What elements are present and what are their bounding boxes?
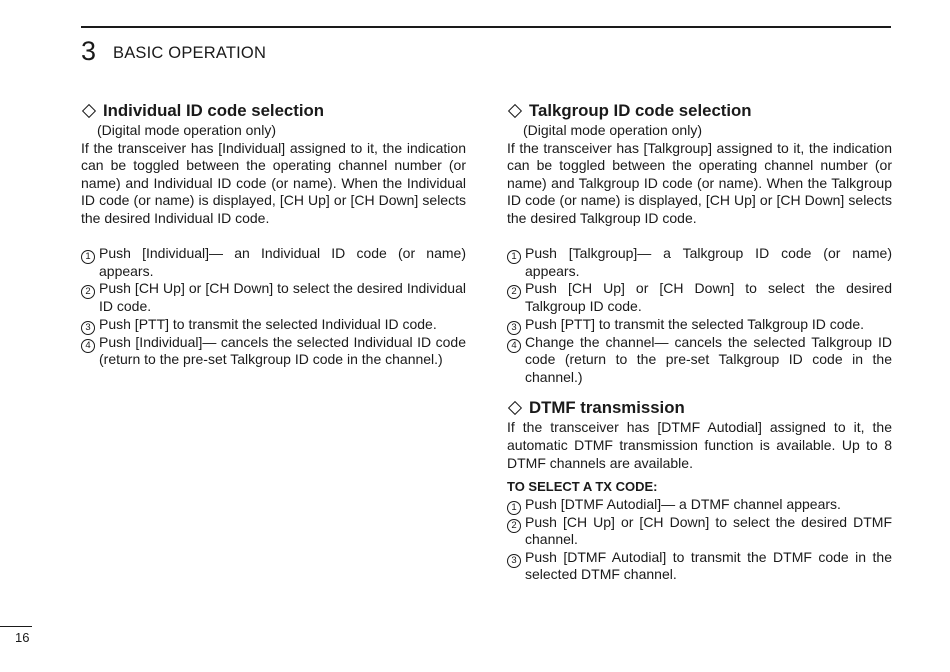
list-item bbox=[507, 496, 892, 514]
list-item bbox=[507, 316, 892, 334]
left-column bbox=[81, 100, 466, 369]
step-number: 4 bbox=[81, 339, 95, 353]
list-item bbox=[81, 280, 466, 315]
step-text: Push [Talkgroup]— a Talkgroup ID code (or name) appears. bbox=[525, 245, 892, 279]
step-number: 1 bbox=[507, 501, 521, 515]
step-number: 2 bbox=[507, 285, 521, 299]
diamond-icon bbox=[508, 401, 522, 415]
step-text: Push [Individual]— an Individual ID code (or name) appears. bbox=[99, 245, 466, 279]
list-item bbox=[507, 549, 892, 584]
list-item bbox=[507, 280, 892, 315]
diamond-icon bbox=[82, 104, 96, 118]
dtmf-title: DTMF transmission bbox=[529, 398, 685, 418]
step-number: 3 bbox=[507, 554, 521, 568]
page-number: 16 bbox=[15, 630, 30, 645]
talkgroup-id-heading bbox=[507, 100, 892, 122]
step-number: 3 bbox=[507, 321, 521, 335]
chapter-number: 3 bbox=[81, 36, 97, 66]
talkgroup-id-title: Talkgroup ID code selection bbox=[529, 101, 752, 120]
step-text: Push [Individual]— cancels the selected Individual ID code (return to the pre-set Talkgroup ID code in the channel.) bbox=[99, 333, 466, 368]
list-item bbox=[81, 245, 466, 280]
step-text: Push [PTT] to transmit the selected Talkgroup ID code. bbox=[525, 315, 865, 332]
footer-rule bbox=[0, 626, 32, 627]
dtmf-paragraph: If the transceiver has [DTMF Autodial] assigned to it, the automatic DTMF transmission function is available. Up to 8 DTMF channels are available. bbox=[507, 419, 892, 471]
step-text: Push [PTT] to transmit the selected Individual ID code. bbox=[99, 315, 437, 332]
step-number: 1 bbox=[507, 250, 521, 264]
header-rule bbox=[81, 26, 891, 28]
step-text: Push [DTMF Autodial]— a DTMF channel appears. bbox=[525, 495, 841, 512]
individual-id-title: Individual ID code selection bbox=[103, 101, 324, 120]
individual-id-heading bbox=[81, 100, 466, 122]
list-item bbox=[507, 245, 892, 280]
step-number: 1 bbox=[81, 250, 95, 264]
list-item bbox=[81, 334, 466, 369]
diamond-icon bbox=[508, 104, 522, 118]
talkgroup-id-note: (Digital mode operation only) bbox=[523, 122, 702, 138]
step-number: 4 bbox=[507, 339, 521, 353]
individual-id-steps bbox=[81, 245, 466, 369]
talkgroup-id-paragraph: If the transceiver has [Talkgroup] assigned to it, the indication can be toggled between the operating channel number (or name) and Talkgroup ID code (or name). When the Talkgroup ID code (or name) is displayed, [CH Up] or [CH Down] selects the desired Talkgroup ID code. bbox=[507, 139, 892, 226]
dtmf-heading bbox=[507, 397, 892, 419]
list-item bbox=[507, 514, 892, 549]
dtmf-steps bbox=[507, 496, 892, 584]
step-text: Push [CH Up] or [CH Down] to select the desired DTMF channel. bbox=[525, 513, 892, 548]
step-text: Push [CH Up] or [CH Down] to select the desired Talkgroup ID code. bbox=[525, 280, 892, 314]
list-item bbox=[507, 334, 892, 387]
step-number: 2 bbox=[507, 519, 521, 533]
step-text: Push [DTMF Autodial] to transmit the DTMF code in the selected DTMF channel. bbox=[525, 548, 892, 583]
dtmf-subheading: TO SELECT A TX CODE: bbox=[507, 479, 658, 495]
step-number: 3 bbox=[81, 321, 95, 335]
step-text: Push [CH Up] or [CH Down] to select the desired Individual ID code. bbox=[99, 280, 466, 314]
chapter-title: BASIC OPERATION bbox=[113, 44, 267, 62]
step-text: Change the channel— cancels the selected Talkgroup ID code (return to the pre-set Talkgroup ID code in the channel.) bbox=[525, 333, 892, 385]
individual-id-note: (Digital mode operation only) bbox=[97, 122, 276, 138]
list-item bbox=[81, 316, 466, 334]
individual-id-paragraph: If the transceiver has [Individual] assigned to it, the indication can be toggled between the operating channel number (or name) and Individual ID code (or name). When the Individual ID code (or name) is displayed, [CH Up] or [CH Down] selects the desired Individual ID code. bbox=[81, 139, 466, 226]
right-column bbox=[507, 100, 892, 584]
talkgroup-id-steps bbox=[507, 245, 892, 386]
step-number: 2 bbox=[81, 285, 95, 299]
